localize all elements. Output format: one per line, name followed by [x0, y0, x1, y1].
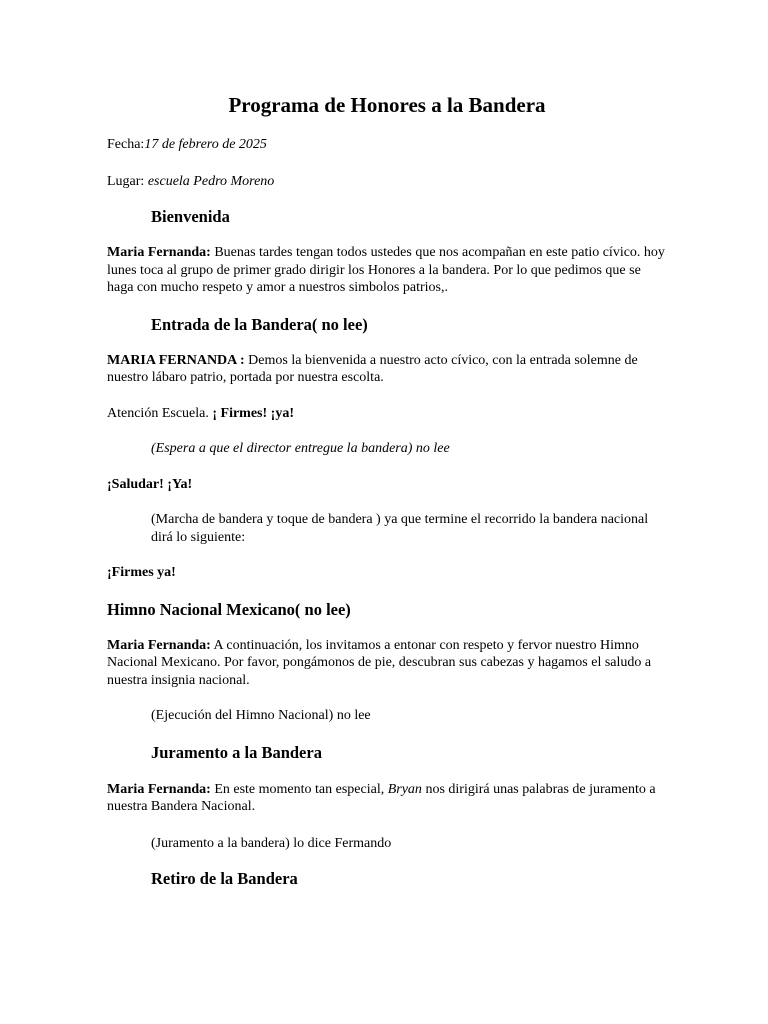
heading-bienvenida: Bienvenida	[151, 207, 230, 226]
date-value: 17 de febrero de 2025	[144, 137, 267, 152]
heading-himno: Himno Nacional Mexicano( no lee)	[107, 599, 351, 619]
document-page	[107, 92, 667, 889]
date-line	[107, 136, 667, 154]
command-firmes: ¡Firmes ya!	[107, 565, 176, 580]
paragraph-text: En este momento tan especial,	[210, 781, 388, 797]
attention-command: ¡ Firmes! ¡ya!	[212, 405, 294, 421]
place-value: escuela Pedro Moreno	[147, 173, 275, 189]
heading-retiro: Retiro de la Bandera	[151, 869, 298, 888]
attention-text: Atención Escuela.	[107, 405, 213, 421]
speaker-name: MARIA FERNANDA :	[107, 352, 245, 368]
stage-note-juramento: (Juramento a la bandera) lo dice Fermando	[151, 835, 392, 851]
paragraph-text: A continuación, los invitamos a entonar con respeto y fervor nuestro Himno Nacional Mexicano. Por favor, pongámonos de pie, descubran sus cabezas y hagamos el saludo a nuestra insignia nacional.	[107, 637, 652, 688]
student-name: Bryan	[387, 781, 422, 797]
stage-note-espera: (Espera a que el director entregue la bandera) no lee	[151, 441, 450, 456]
command-saludar: ¡Saludar! ¡Ya!	[107, 476, 193, 492]
paragraph-text: Buenas tardes tengan todos ustedes que nos acompañan en este patio cívico. hoy lunes toca al grupo de primer grado dirigir los Honores a la bandera. Por lo que pedimos que se haga con mucho respeto y amor a nuestros simbolos patrios,.	[107, 245, 665, 295]
place-label: Lugar:	[107, 173, 148, 189]
date-label: Fecha:	[107, 137, 145, 152]
paragraph-text: nos dirigirá unas palabras de juramento a nuestra Bandera Nacional.	[107, 781, 656, 814]
heading-juramento: Juramento a la Bandera	[151, 742, 322, 762]
paragraph-himno	[107, 637, 667, 690]
stage-note-marcha: (Marcha de bandera y toque de bandera ) ya que termine el recorrido la bandera nacional dirá lo siguiente:	[151, 512, 649, 545]
speaker-name: Maria Fernanda:	[107, 245, 211, 260]
document-title: Programa de Honores a la Bandera	[228, 93, 546, 117]
paragraph-juramento	[107, 781, 667, 816]
heading-entrada: Entrada de la Bandera( no lee)	[151, 314, 368, 334]
paragraph-text: Demos la bienvenida a nuestro acto cívico, con la entrada solemne de nuestro lábaro patrio, portada por nuestra escolta.	[107, 352, 638, 385]
paragraph-entrada	[107, 352, 667, 387]
attention-line	[107, 405, 667, 423]
paragraph-bienvenida	[107, 244, 667, 297]
speaker-name: Maria Fernanda:	[107, 637, 211, 653]
speaker-name: Maria Fernanda:	[107, 781, 211, 797]
place-line	[107, 173, 667, 191]
stage-note-himno: (Ejecución del Himno Nacional) no lee	[151, 708, 371, 723]
